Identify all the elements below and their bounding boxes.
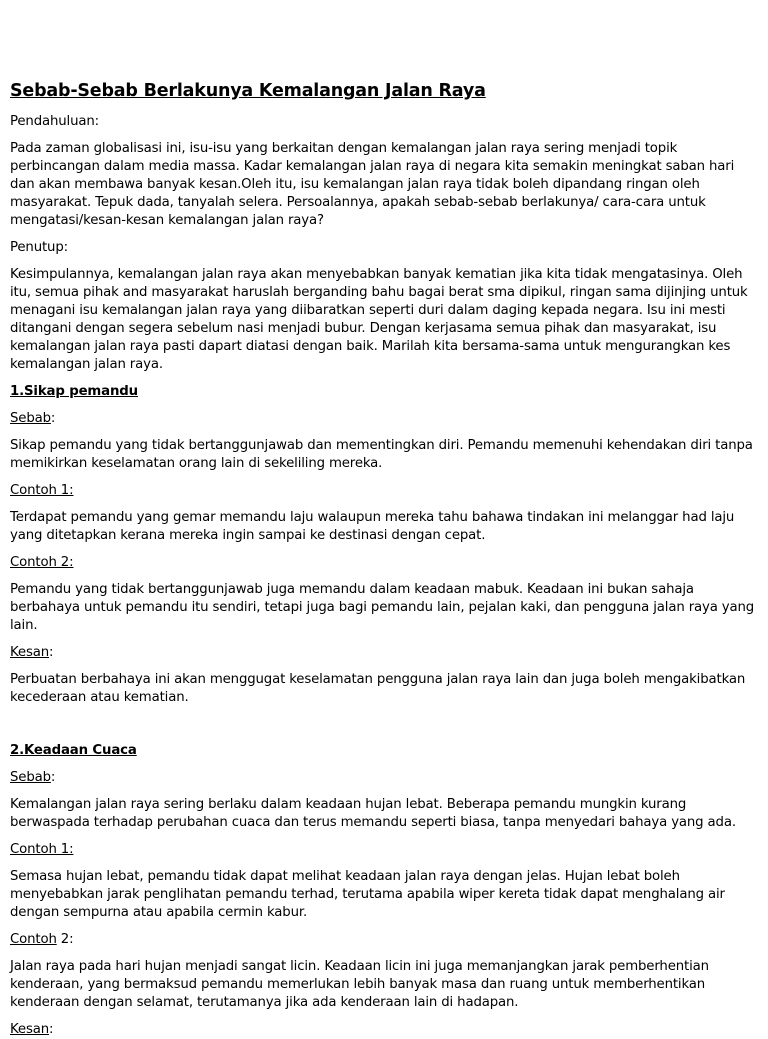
- section2-sebab-paragraph: Kemalangan jalan raya sering berlaku dalam keadaan hujan lebat. Beberapa pemandu mungkin kurang berwaspada terhadap perubahan cuaca dan terus memandu seperti biasa, tanpa menyedari bahaya yang ada.: [10, 797, 736, 830]
- section1-contoh1-label: Contoh 1:: [10, 483, 74, 498]
- section1-sebab-colon: :: [50, 411, 56, 426]
- section2-contoh1-label-line: [10, 841, 758, 859]
- section1-contoh2-label: Contoh 2:: [10, 555, 74, 570]
- section1-kesan-label-line: [10, 644, 758, 662]
- section1-sebab-label-line: [10, 410, 758, 428]
- section2-kesan-colon: :: [49, 1022, 54, 1037]
- document-title: Sebab-Sebab Berlakunya Kemalangan Jalan Raya: [10, 81, 486, 101]
- section2-sebab-label: Sebab: [10, 770, 51, 785]
- intro-paragraph: Pada zaman globalisasi ini, isu-isu yang berkaitan dengan kemalangan jalan raya sering menjadi topik perbincangan dalam media massa. Kadar kemalangan jalan raya di negara kita semakin meningkat saban hari dan akan membawa banyak kesan.Oleh itu, isu kemalangan jalan raya tidak boleh dipandang ringan oleh masyarakat. Tepuk dada, tanyalah selera. Persoalannya, apakah sebab-sebab berlakunya/ cara-cara untuk mengatasi/kesan-kesan kemalangan jalan raya?: [10, 141, 735, 228]
- section1-kesan-label: Kesan: [10, 645, 49, 660]
- section1-contoh1-paragraph: Terdapat pemandu yang gemar memandu laju walaupun mereka tahu bahawa tindakan ini melanggar had laju yang ditetapkan kerana mereka ingin sampai ke destinasi dengan cepat.: [10, 510, 735, 543]
- section2-sebab-colon: :: [50, 770, 56, 785]
- section1-contoh2-paragraph: Pemandu yang tidak bertanggunjawab juga memandu dalam keadaan mabuk. Keadaan ini bukan sahaja berbahaya untuk pemandu itu sendiri, tetapi juga bagi pemandu lain, pejalan kaki, dan pengguna jalan raya yang lain.: [10, 582, 755, 633]
- section2-sebab-label-line: [10, 769, 758, 787]
- section1-sebab-paragraph: Sikap pemandu yang tidak bertanggunjawab dan mementingkan diri. Pemandu memenuhi kehendakan diri tanpa memikirkan keselamatan orang lain di sekeliling mereka.: [10, 438, 753, 471]
- section2-contoh1-label: Contoh 1:: [10, 842, 74, 857]
- section1-sebab-label: Sebab: [10, 411, 51, 426]
- intro-label: Pendahuluan:: [10, 114, 99, 129]
- section2-contoh2-paragraph: Jalan raya pada hari hujan menjadi sangat licin. Keadaan licin ini juga memanjangkan jarak pemberhentian kenderaan, yang bermaksud pemandu memerlukan lebih banyak masa dan ruang untuk memberhentikan kenderaan dengan selamat, terutamanya jika ada kenderaan lain di hadapan.: [10, 959, 709, 1010]
- section1-contoh2-label-line: [10, 554, 758, 572]
- section2-contoh1-paragraph: Semasa hujan lebat, pemandu tidak dapat melihat keadaan jalan raya dengan jelas. Hujan lebat boleh menyebabkan jarak penglihatan pemandu terhad, terutama apabila wiper kereta tidak dapat menghalang air dengan sempurna atau apabila cermin kabur.: [10, 869, 725, 920]
- section2-contoh2-label: Contoh: [10, 932, 57, 947]
- section1-contoh1-label-line: [10, 482, 758, 500]
- section2-heading: 2.Keadaan Cuaca: [10, 743, 137, 758]
- section-spacer: [10, 716, 758, 742]
- section2-contoh2-label-line: [10, 931, 758, 949]
- section1-heading: 1.Sikap pemandu: [10, 384, 138, 399]
- closing-label: Penutup:: [10, 240, 68, 255]
- closing-paragraph: Kesimpulannya, kemalangan jalan raya akan menyebabkan banyak kematian jika kita tidak mengatasinya. Oleh itu, semua pihak and masyarakat haruslah berganding bahu bagai berat sma dipikul, ringan sama dijinjing untuk menagani isu kemalangan jalan raya yang diibaratkan seperti duri dalam daging kepada negara. Isu ini mesti ditangani dengan segera sebelum nasi menjadi bubur. Dengan kerjasama semua pihak dan masyarakat, isu kemalangan jalan raya pasti dapart diatasi dengan baik. Marilah kita bersama-sama untuk mengurangkan kes kemalangan jalan raya.: [10, 267, 748, 372]
- section1-kesan-paragraph: Perbuatan berbahaya ini akan menggugat keselamatan pengguna jalan raya lain dan juga boleh mengakibatkan kecederaan atau kematian.: [10, 672, 746, 705]
- section2-contoh2-suffix: 2:: [56, 932, 74, 947]
- section1-kesan-colon: :: [49, 645, 54, 660]
- section2-kesan-label: Kesan: [10, 1022, 49, 1037]
